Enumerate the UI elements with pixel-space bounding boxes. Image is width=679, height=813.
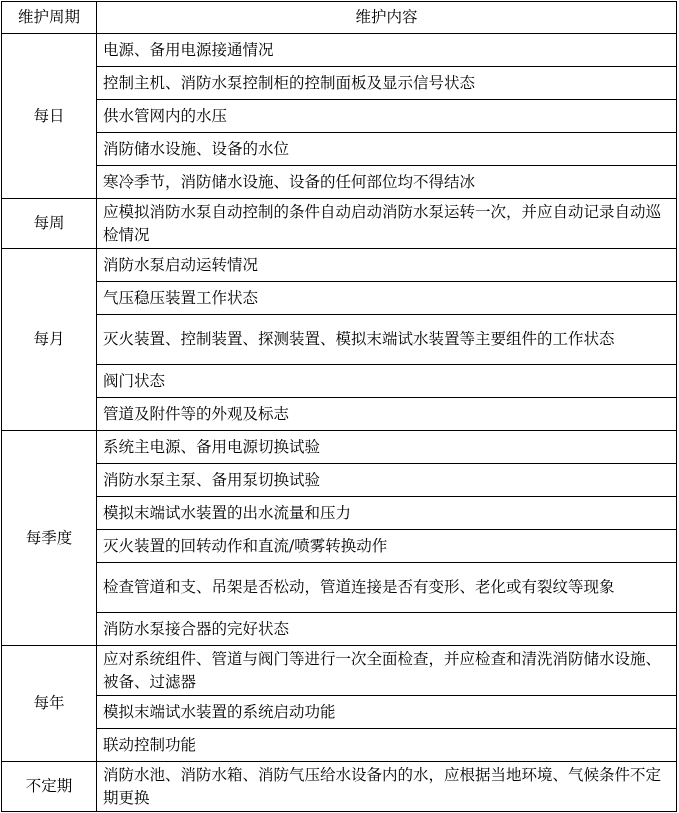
item-cell: 联动控制功能 bbox=[97, 729, 677, 762]
item-cell: 控制主机、消防水泵控制柜的控制面板及显示信号状态 bbox=[97, 67, 677, 100]
item-cell: 消防水池、消防水箱、消防气压给水设备内的水，应根据当地环境、气候条件不定期更换 bbox=[97, 762, 677, 812]
item-cell: 寒冷季节，消防储水设施、设备的任何部位均不得结冰 bbox=[97, 166, 677, 199]
table-row bbox=[2, 133, 677, 166]
table-row bbox=[2, 613, 677, 646]
table-row bbox=[2, 199, 677, 249]
period-cell-quarterly: 每季度 bbox=[2, 431, 97, 646]
item-cell: 阀门状态 bbox=[97, 365, 677, 398]
table-row bbox=[2, 166, 677, 199]
table-row bbox=[2, 464, 677, 497]
item-cell: 供水管网内的水压 bbox=[97, 100, 677, 133]
item-cell: 管道及附件等的外观及标志 bbox=[97, 398, 677, 431]
item-cell: 电源、备用电源接通情况 bbox=[97, 34, 677, 67]
item-cell: 应模拟消防水泵自动控制的条件自动启动消防水泵运转一次，并应自动记录自动巡检情况 bbox=[97, 199, 677, 249]
item-cell: 模拟末端试水装置的系统启动功能 bbox=[97, 696, 677, 729]
table-row bbox=[2, 530, 677, 563]
table-row bbox=[2, 646, 677, 696]
table-row bbox=[2, 100, 677, 133]
table-row bbox=[2, 34, 677, 67]
period-cell-monthly: 每月 bbox=[2, 249, 97, 431]
period-cell-weekly: 每周 bbox=[2, 199, 97, 249]
item-cell: 模拟末端试水装置的出水流量和压力 bbox=[97, 497, 677, 530]
item-cell: 消防水泵主泵、备用泵切换试验 bbox=[97, 464, 677, 497]
item-cell: 系统主电源、备用电源切换试验 bbox=[97, 431, 677, 464]
item-cell: 消防水泵接合器的完好状态 bbox=[97, 613, 677, 646]
table-row bbox=[2, 431, 677, 464]
item-cell: 灭火装置的回转动作和直流/喷雾转换动作 bbox=[97, 530, 677, 563]
table-row bbox=[2, 282, 677, 315]
table-row bbox=[2, 497, 677, 530]
period-cell-irregular: 不定期 bbox=[2, 762, 97, 812]
table-row bbox=[2, 249, 677, 282]
item-cell: 气压稳压装置工作状态 bbox=[97, 282, 677, 315]
table-row bbox=[2, 315, 677, 365]
header-content: 维护内容 bbox=[97, 2, 677, 34]
period-cell-daily: 每日 bbox=[2, 34, 97, 199]
item-cell: 灭火装置、控制装置、探测装置、模拟末端试水装置等主要组件的工作状态 bbox=[97, 315, 677, 365]
header-row bbox=[2, 2, 677, 34]
item-cell: 检查管道和支、吊架是否松动，管道连接是否有变形、老化或有裂纹等现象 bbox=[97, 563, 677, 613]
table-row bbox=[2, 67, 677, 100]
table-row bbox=[2, 398, 677, 431]
header-period: 维护周期 bbox=[2, 2, 97, 34]
maintenance-table bbox=[1, 1, 677, 812]
table-row bbox=[2, 762, 677, 812]
item-cell: 应对系统组件、管道与阀门等进行一次全面检查，并应检查和清洗消防储水设施、被备、过滤器 bbox=[97, 646, 677, 696]
period-cell-yearly: 每年 bbox=[2, 646, 97, 762]
item-cell: 消防储水设施、设备的水位 bbox=[97, 133, 677, 166]
table-row bbox=[2, 729, 677, 762]
table-row bbox=[2, 696, 677, 729]
table-row bbox=[2, 365, 677, 398]
item-cell: 消防水泵启动运转情况 bbox=[97, 249, 677, 282]
table-row bbox=[2, 563, 677, 613]
